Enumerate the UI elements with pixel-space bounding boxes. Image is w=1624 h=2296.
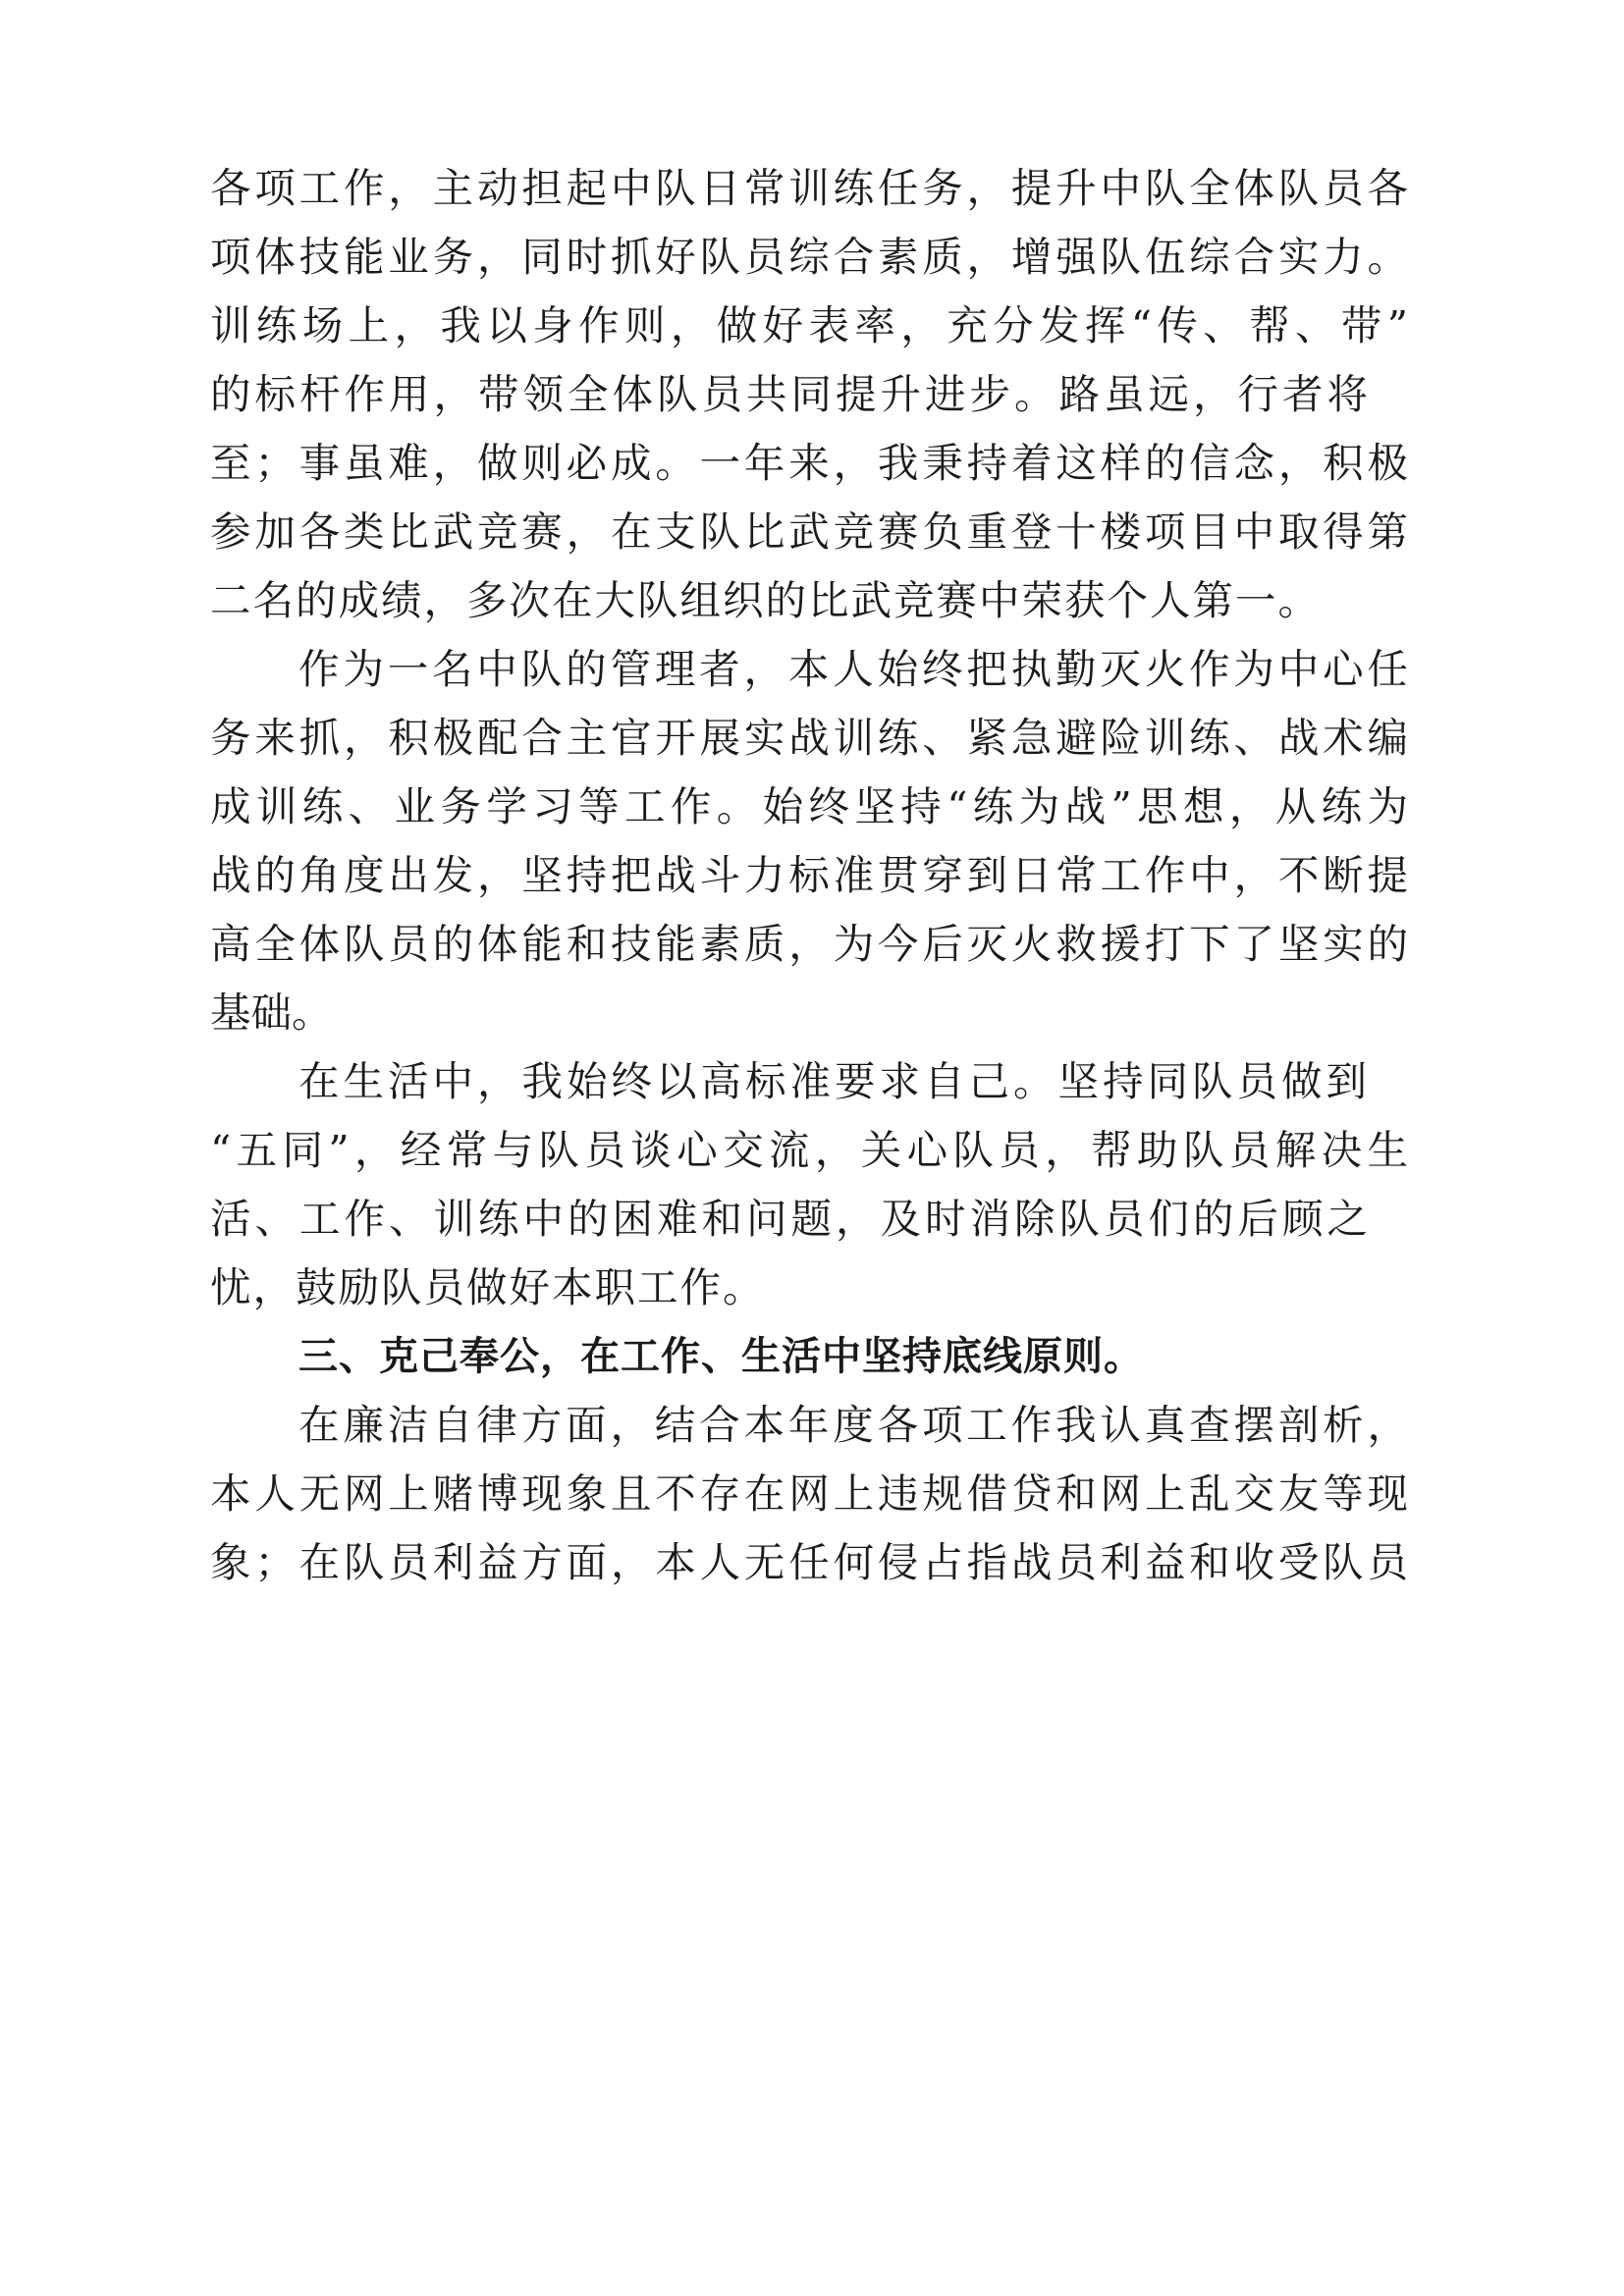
text-line: 二名的成绩，多次在大队组织的比武竞赛中荣获个人第一。 xyxy=(210,576,1322,624)
text-line: 项体技能业务，同时抓好队员综合素质，增强队伍综合实力。 xyxy=(210,233,1408,281)
text-line: 忧，鼓励队员做好本职工作。 xyxy=(210,1263,766,1311)
text-line: 战的角度出发，坚持把战斗力标准贯穿到日常工作中，不断提 xyxy=(210,851,1408,899)
text-line: 高全体队员的体能和技能素质，为今后灭火救援打下了坚实的 xyxy=(210,920,1408,968)
text-line: “五同”，经常与队员谈心交流，关心队员，帮助队员解决生 xyxy=(210,1126,1408,1174)
text-line: 训练场上，我以身作则，做好表率，充分发挥“传、帮、带” xyxy=(210,301,1408,349)
text-line: 成训练、业务学习等工作。始终坚持“练为战”思想，从练为 xyxy=(210,782,1408,830)
text-line: 的标杆作用，带领全体队员共同提升进步。路虽远，行者将 xyxy=(210,370,1373,418)
text-line: 参加各类比武竞赛，在支队比武竞赛负重登十楼项目中取得第 xyxy=(210,507,1408,556)
paragraph-first-line: 在廉洁自律方面，结合本年度各项工作我认真查摆剖析， xyxy=(298,1401,1408,1449)
paragraph-first-line: 在生活中，我始终以高标准要求自己。坚持同队员做到 xyxy=(298,1057,1372,1105)
text-line: 活、工作、训练中的困难和问题，及时消除队员们的后顾之 xyxy=(210,1195,1373,1243)
text-line: 务来抓，积极配合主官开展实战训练、紧急避险训练、战术编 xyxy=(210,714,1408,762)
text-line: 至；事虽难，做则必成。一年来，我秉持着这样的信念，积极 xyxy=(210,439,1408,487)
text-line: 本人无网上赌博现象且不存在网上违规借贷和网上乱交友等现 xyxy=(210,1469,1408,1518)
text-line: 各项工作，主动担起中队日常训练任务，提升中队全体队员各 xyxy=(210,164,1408,212)
text-line: 基础。 xyxy=(210,988,333,1037)
section-heading: 三、克己奉公，在工作、生活中坚持底线原则。 xyxy=(298,1334,1144,1379)
paragraph-first-line: 作为一名中队的管理者，本人始终把执勤灭火作为中心任 xyxy=(298,645,1408,693)
text-line: 象；在队员利益方面，本人无任何侵占指战员利益和收受队员 xyxy=(210,1538,1408,1586)
